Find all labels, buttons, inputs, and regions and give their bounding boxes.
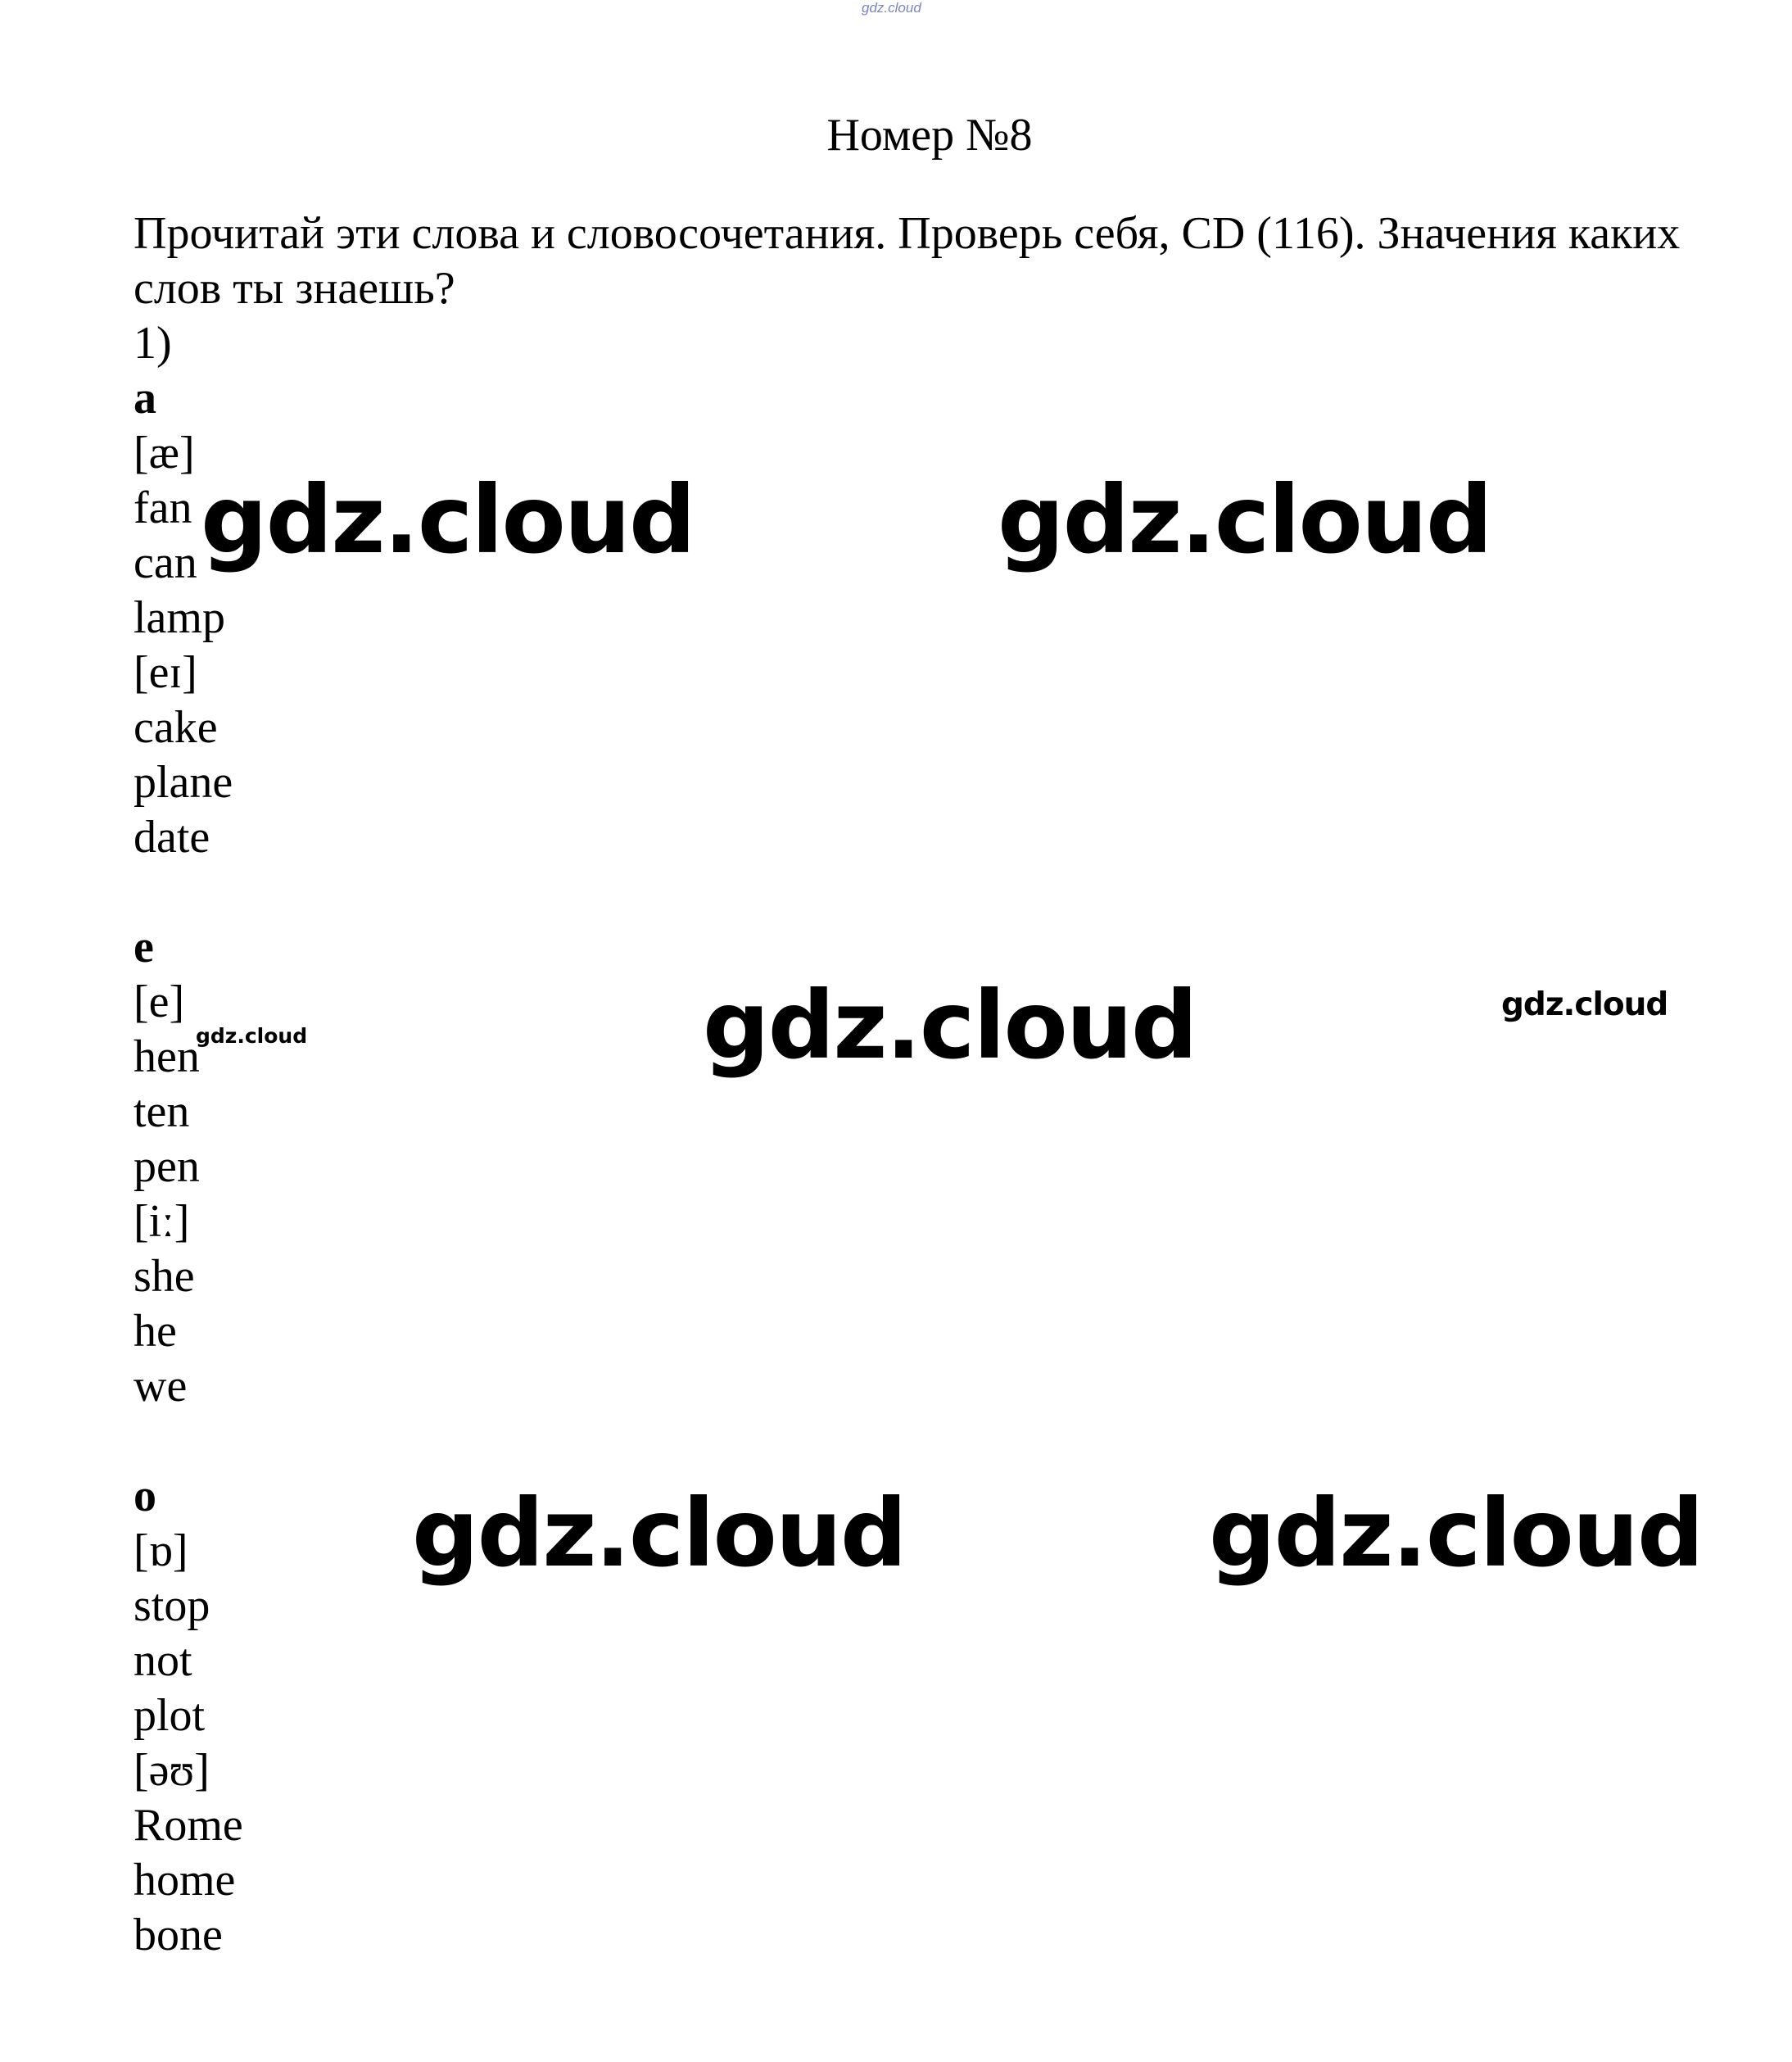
watermark: gdz.cloud: [1501, 986, 1668, 1023]
word-item: plane: [133, 757, 233, 808]
letter-heading-o: o: [133, 1471, 156, 1521]
word-item: bone: [133, 1910, 223, 1960]
sound-transcription: [æ]: [133, 428, 195, 478]
task-instruction: Прочитай эти слова и словосочетания. Проверь себя, CD (116). Значения каких слов ты знаешь?: [133, 208, 1681, 314]
word-item: he: [133, 1306, 177, 1357]
sound-transcription: [iː]: [133, 1196, 190, 1247]
word-item: ten: [133, 1086, 190, 1137]
page-title: Номер №8: [826, 110, 1033, 161]
section-number: 1): [133, 318, 172, 369]
group-spacer: [133, 865, 243, 920]
word-item: not: [133, 1635, 192, 1686]
word-item: cake: [133, 702, 218, 753]
word-item: pen: [133, 1141, 200, 1192]
word-item: we: [133, 1361, 188, 1412]
sound-transcription: [e]: [133, 977, 185, 1027]
word-item: she: [133, 1251, 195, 1302]
word-item: hen: [133, 1031, 200, 1082]
word-item: plot: [133, 1690, 206, 1741]
site-watermark-top: gdz.cloud: [862, 0, 921, 16]
sound-transcription: [eɪ]: [133, 647, 197, 698]
group-spacer: [133, 1414, 243, 1469]
watermark: gdz.cloud: [998, 465, 1491, 574]
sound-transcription: [əʊ]: [133, 1745, 210, 1796]
word-item: home: [133, 1855, 236, 1906]
watermark: gdz.cloud: [412, 1479, 906, 1588]
watermark: gdz.cloud: [1209, 1479, 1703, 1588]
watermark: gdz.cloud: [196, 1024, 308, 1048]
letter-heading-a: a: [133, 373, 156, 424]
word-item: date: [133, 812, 210, 863]
word-item: can: [133, 537, 197, 588]
word-item: fan: [133, 483, 192, 533]
word-item: stop: [133, 1580, 210, 1631]
word-item: lamp: [133, 592, 225, 643]
watermark: gdz.cloud: [703, 971, 1197, 1080]
word-item: Rome: [133, 1800, 243, 1851]
letter-heading-e: e: [133, 922, 154, 972]
sound-transcription: [ɒ]: [133, 1525, 188, 1576]
watermark: gdz.cloud: [201, 465, 695, 574]
